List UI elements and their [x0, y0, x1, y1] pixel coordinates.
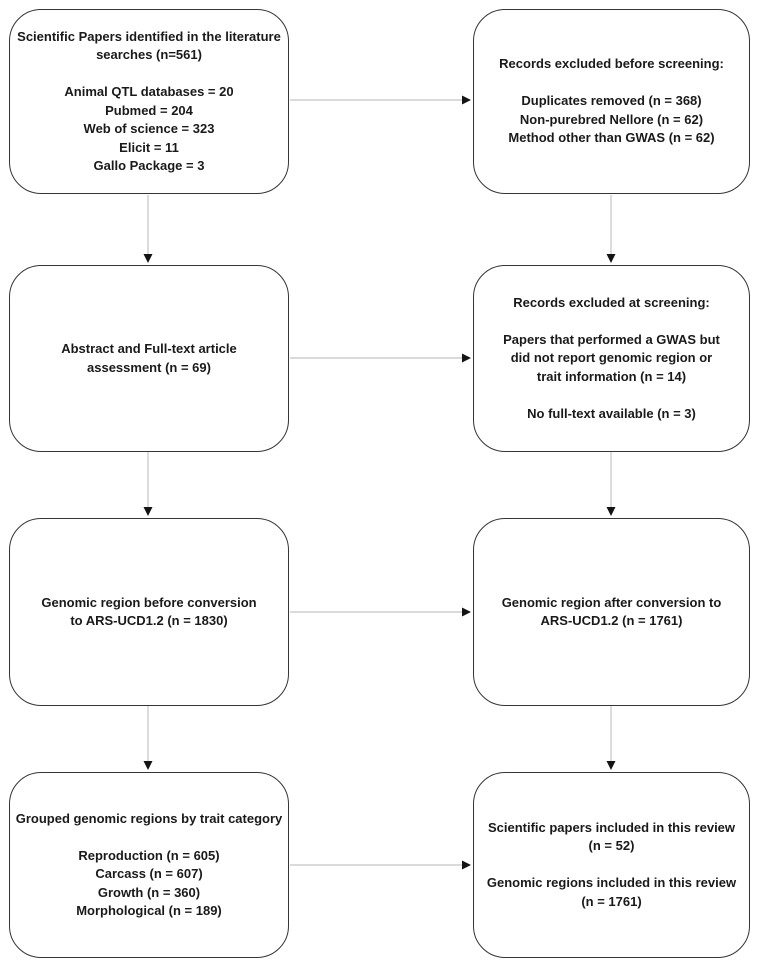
text-line: Genomic region after conversion to [501, 594, 722, 610]
text-line: Elicit = 11 [119, 139, 179, 155]
box-paragraph [502, 594, 722, 631]
text-line: trait information (n = 14) [536, 368, 687, 384]
arrow-row3-horizontal [290, 608, 471, 617]
box-paragraph [17, 28, 281, 65]
text-line: Animal QTL databases = 20 [64, 84, 234, 99]
flow-box-abstract-fulltext-assessment [9, 265, 289, 452]
text-line: Records excluded before screening: [499, 56, 724, 72]
arrow-row1-horizontal [290, 96, 471, 105]
text-line: assessment (n = 69) [87, 359, 211, 375]
box-paragraph [487, 874, 736, 911]
arrow-right-row1-row2 [607, 195, 616, 263]
flow-box-grouped-by-trait [9, 772, 289, 958]
text-line: Grouped genomic regions by trait category [15, 810, 283, 826]
box-paragraph [527, 405, 696, 424]
flow-box-excluded-at-screening [473, 265, 750, 452]
text-line: searches (n=561) [96, 47, 202, 62]
arrow-right-row3-row4 [607, 706, 616, 770]
arrow-row4-horizontal [290, 861, 471, 870]
text-line: Scientific Papers identified in the literature [17, 28, 281, 44]
arrow-row2-horizontal [290, 354, 471, 363]
box-paragraph [76, 847, 222, 921]
text-line: Records excluded at screening: [513, 294, 710, 310]
text-line: Growth (n = 360) [97, 884, 201, 900]
text-line: Web of science = 323 [83, 121, 215, 136]
flow-box-region-before-conversion [9, 518, 289, 706]
text-line: Genomic regions included in this review [486, 875, 737, 891]
box-paragraph [488, 819, 735, 856]
text-line: Method other than GWAS (n = 62) [508, 130, 715, 146]
text-line: (n = 1761) [581, 893, 642, 909]
text-line: Reproduction (n = 605) [78, 847, 220, 863]
arrow-left-row2-row3 [144, 452, 153, 516]
text-line: Morphological (n = 189) [76, 903, 222, 918]
box-paragraph [508, 92, 714, 148]
text-line: Pubmed = 204 [105, 102, 193, 118]
text-line: Non-purebred Nellore (n = 62) [519, 111, 704, 127]
box-paragraph [499, 55, 724, 74]
text-line: Papers that performed a GWAS but [503, 331, 720, 347]
box-paragraph [513, 294, 710, 313]
flow-box-region-after-conversion [473, 518, 750, 706]
flow-box-papers-identified [9, 9, 289, 194]
arrow-left-row3-row4 [144, 706, 153, 770]
text-line: ARS-UCD1.2 (n = 1761) [540, 613, 683, 628]
text-line: did not report genomic region or [510, 350, 713, 366]
text-line: to ARS-UCD1.2 (n = 1830) [70, 613, 228, 628]
flow-box-excluded-before-screening [473, 9, 750, 194]
text-line: Genomic region before conversion [41, 594, 257, 610]
flow-box-included-in-review [473, 772, 750, 958]
arrow-left-row1-row2 [144, 195, 153, 263]
box-paragraph [503, 331, 720, 387]
box-paragraph [16, 810, 283, 829]
box-paragraph [64, 83, 233, 176]
text-line: Scientific papers included in this review [487, 819, 736, 835]
text-line: Gallo Package = 3 [93, 158, 205, 173]
text-line: Abstract and Full-text article [61, 341, 237, 356]
text-line: Duplicates removed (n = 368) [521, 93, 702, 109]
text-line: Carcass (n = 607) [95, 866, 203, 881]
box-paragraph [41, 594, 256, 631]
box-paragraph [61, 340, 237, 377]
arrow-right-row2-row3 [607, 452, 616, 516]
text-line: (n = 52) [588, 838, 635, 854]
text-line: No full-text available (n = 3) [527, 405, 696, 421]
